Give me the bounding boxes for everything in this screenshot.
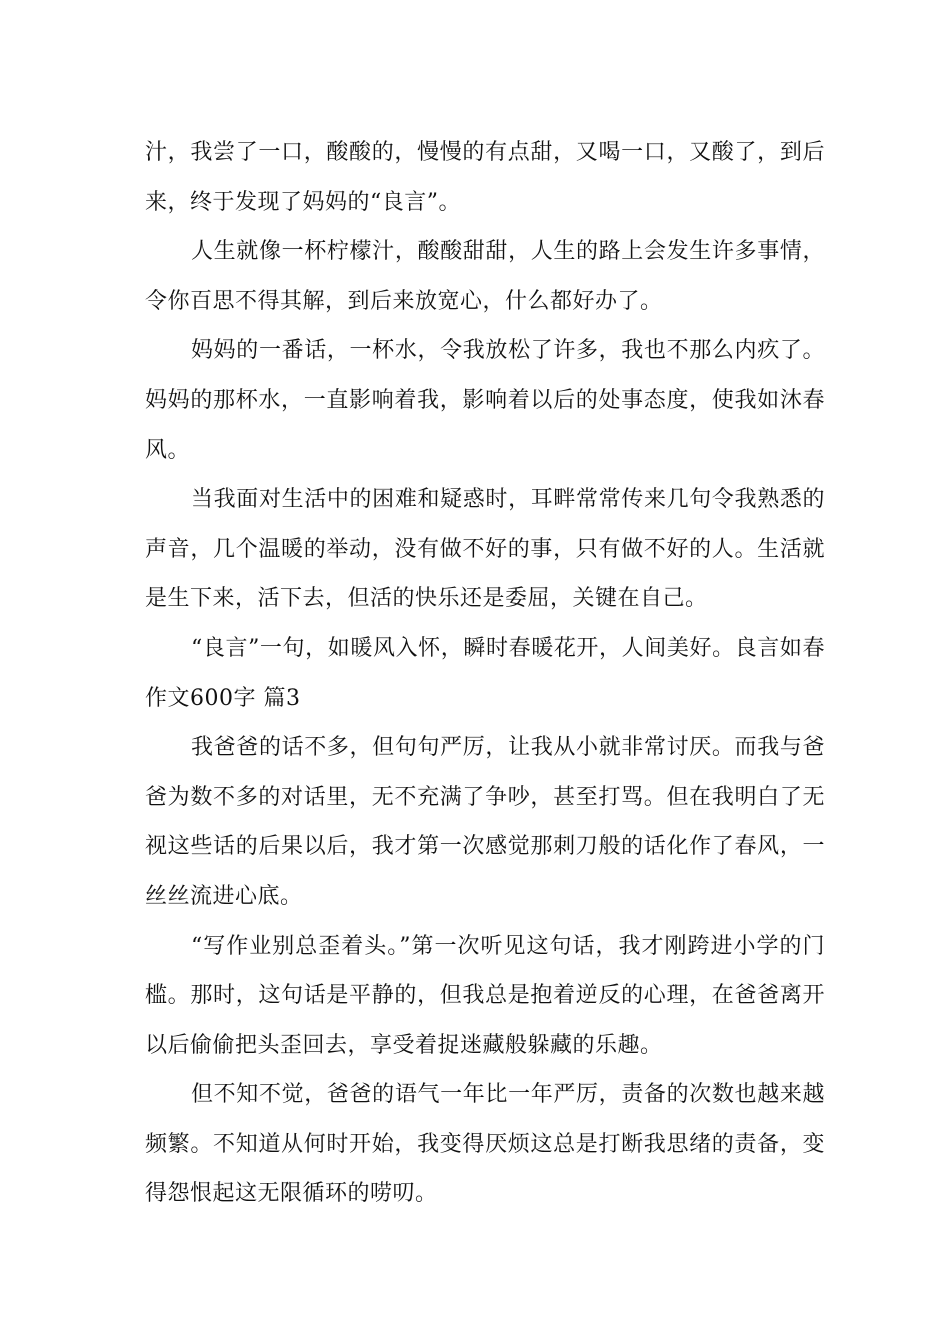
essay-body — [145, 128, 825, 1219]
paragraph-4: 当我面对生活中的困难和疑惑时，耳畔常常传来几句令我熟悉的声音，几个温暖的举动，没有做不好的事，只有做不好的人。生活就是生下来，活下去，但活的快乐还是委屈，关键在自己。 — [145, 487, 825, 612]
paragraph-6: 我爸爸的话不多，但句句严厉，让我从小就非常讨厌。而我与爸爸为数不多的对话里，无不充满了争吵，甚至打骂。但在我明白了无视这些话的后果以后，我才第一次感觉那刺刀般的话化作了春风，一丝丝流进心底。 — [145, 735, 825, 909]
paragraph-3: 妈妈的一番话，一杯水，令我放松了许多，我也不那么内疚了。妈妈的那杯水，一直影响着我，影响着以后的处事态度，使我如沐春风。 — [145, 338, 825, 463]
paragraph-8: 但不知不觉，爸爸的语气一年比一年严厉，责备的次数也越来越频繁。不知道从何时开始，我变得厌烦这总是打断我思绪的责备，变得怨恨起这无限循环的唠叨。 — [145, 1082, 825, 1207]
paragraph-7: “写作业别总歪着头。”第一次听见这句话，我才刚跨进小学的门槛。那时，这句话是平静的，但我总是抱着逆反的心理，在爸爸离开以后偷偷把头歪回去，享受着捉迷藏般躲藏的乐趣。 — [145, 933, 825, 1058]
paragraph-2: 人生就像一杯柠檬汁，酸酸甜甜，人生的路上会发生许多事情，令你百思不得其解，到后来放宽心，什么都好办了。 — [145, 239, 825, 314]
paragraph-1: 汁，我尝了一口，酸酸的，慢慢的有点甜，又喝一口，又酸了，到后来，终于发现了妈妈的“良言”。 — [145, 140, 825, 215]
paragraph-5-with-heading: “良言”一句，如暖风入怀，瞬时春暖花开，人间美好。良言如春作文600字 篇3 — [145, 635, 825, 711]
